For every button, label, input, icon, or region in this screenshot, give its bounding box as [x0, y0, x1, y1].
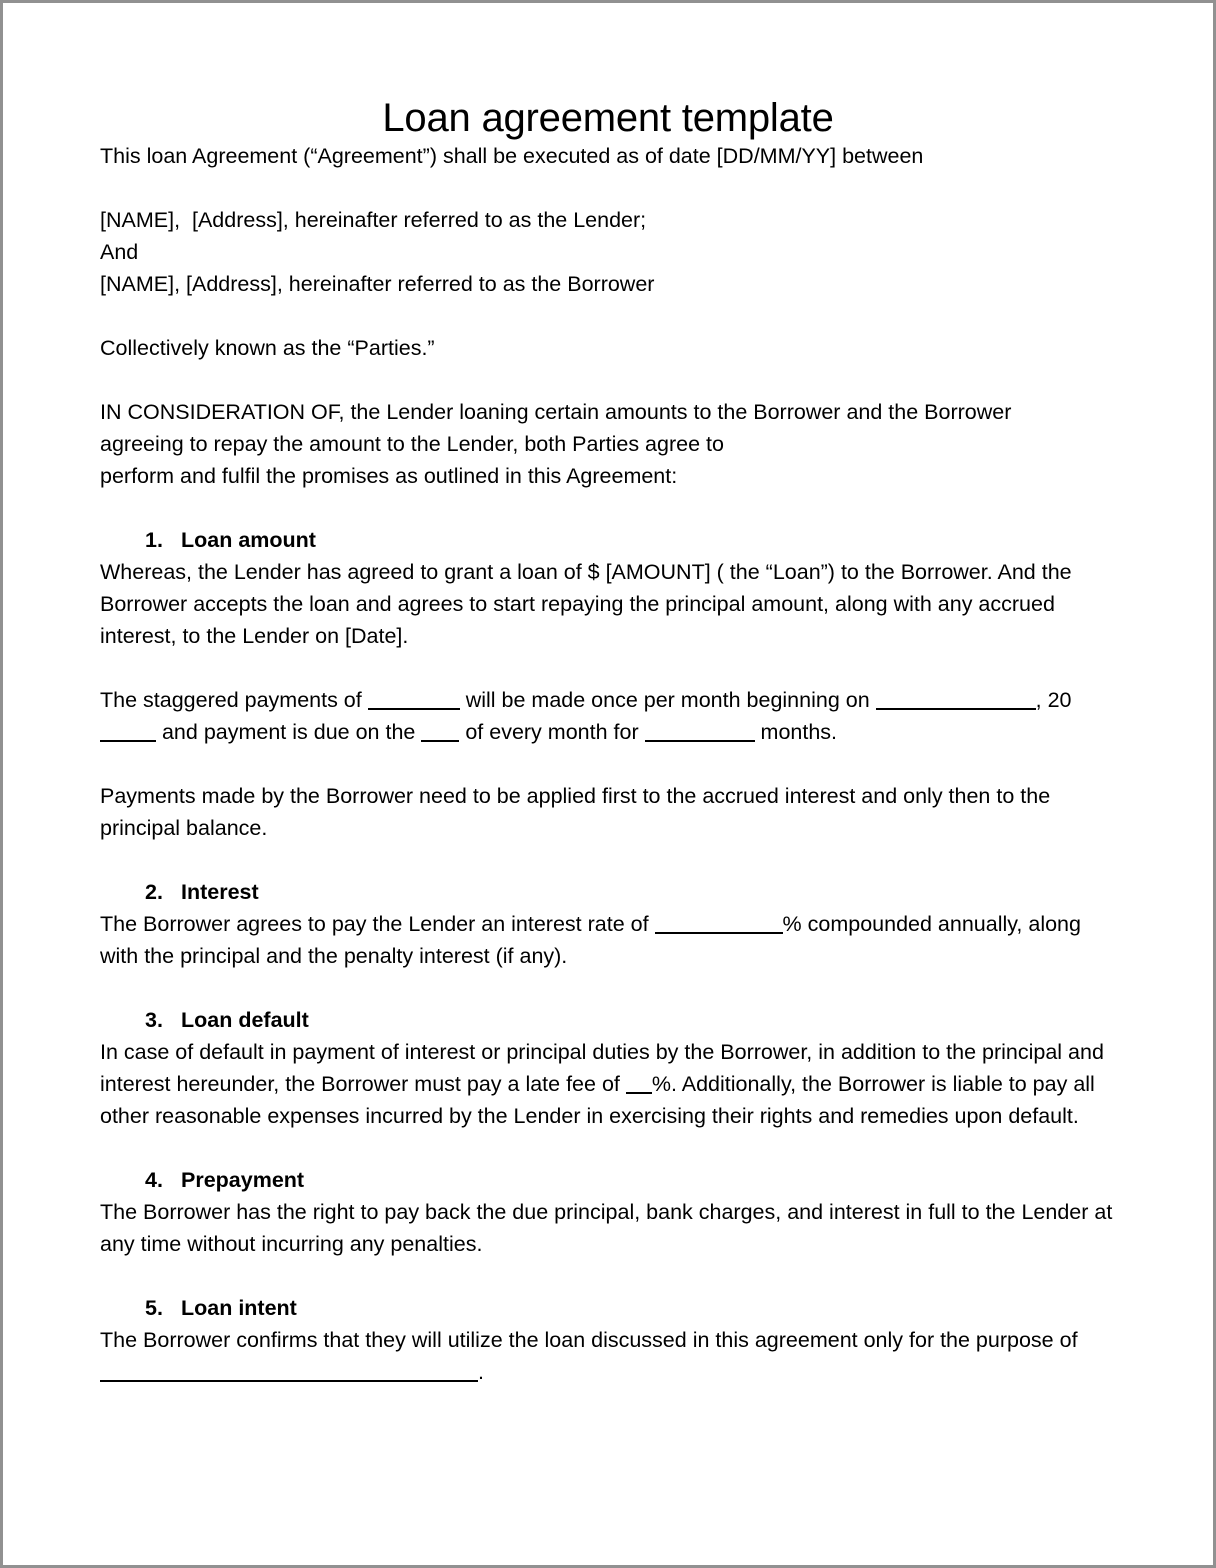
fill-text-6: months. — [754, 720, 838, 744]
blank-loan-purpose[interactable] — [100, 1380, 478, 1382]
blank-interest-rate[interactable] — [655, 932, 783, 934]
spacer — [100, 300, 1121, 332]
section-3-fill-paragraph — [100, 1036, 1121, 1132]
fill-text-5: of every month for — [459, 720, 645, 744]
section-1-fill-paragraph — [100, 684, 1121, 748]
blank-start-date[interactable] — [876, 708, 1036, 710]
section-4-paragraph: The Borrower has the right to pay back the due principal, bank charges, and interest in full to the Lender at any time without incurring any penalties. — [100, 1200, 1119, 1256]
section-5-fill-paragraph — [100, 1324, 1121, 1388]
intro-consideration-line-3: perform and fulfil the promises as outlined in this Agreement: — [100, 464, 678, 488]
section-number: 2. — [145, 880, 163, 904]
spacer — [100, 364, 1121, 396]
intro-lender-line: [NAME], [Address], hereinafter referred to as the Lender; — [100, 208, 647, 232]
section-heading-prepayment — [100, 1164, 1121, 1196]
intro-consideration-line-2: agreeing to repay the amount to the Lender, both Parties agree to — [100, 432, 724, 456]
section-heading-loan-intent — [100, 1292, 1121, 1324]
spacer — [100, 972, 1121, 1004]
intro-execution-line: This loan Agreement (“Agreement”) shall be executed as of date [DD/MM/YY] between — [100, 144, 924, 168]
spacer — [100, 844, 1121, 876]
spacer — [100, 1132, 1121, 1164]
section-number: 4. — [145, 1168, 163, 1192]
intro-parties-line: Collectively known as the “Parties.” — [100, 336, 435, 360]
section-1-trailing-paragraph: Payments made by the Borrower need to be applied first to the accrued interest and only then to the principal balance. — [100, 784, 1057, 840]
fill-text-1: The Borrower confirms that they will utilize the loan discussed in this agreement only for the purpose of — [100, 1328, 1090, 1352]
page-title: Loan agreement template — [382, 96, 834, 140]
blank-day-of-month[interactable] — [421, 740, 459, 742]
fill-text-2: . — [478, 1360, 484, 1384]
blank-payment-amount[interactable] — [368, 708, 460, 710]
document-content — [3, 140, 1213, 1388]
document-body — [3, 3, 1213, 1565]
spacer — [100, 652, 1121, 684]
section-heading-label: Prepayment — [181, 1168, 305, 1192]
section-number: 1. — [145, 528, 163, 552]
fill-text-1: The Borrower agrees to pay the Lender an interest rate of — [100, 912, 655, 936]
blank-number-of-months[interactable] — [645, 740, 755, 742]
spacer — [100, 172, 1121, 204]
fill-text-2: %. Additionally, the Borrower is liable to pay all other reasonable expenses incurred by the Lender in exercising their rights and remedies upon default. — [100, 1072, 1101, 1128]
section-heading-label: Loan intent — [181, 1296, 297, 1320]
section-1-paragraph: Whereas, the Lender has agreed to grant a loan of $ [AMOUNT] ( the “Loan”) to the Borrower. And the Borrower accepts the loan and agrees to start repaying the principal amount, along with any accrued interest, to the Lender on [Date]. — [100, 560, 1078, 648]
spacer — [100, 492, 1121, 524]
section-heading-interest — [100, 876, 1121, 908]
spacer — [100, 1260, 1121, 1292]
fill-text-1: The staggered payments of — [100, 688, 368, 712]
intro-consideration-line-1: IN CONSIDERATION OF, the Lender loaning certain amounts to the Borrower and the Borrower — [100, 400, 1012, 424]
spacer — [100, 748, 1121, 780]
section-heading-label: Loan amount — [181, 528, 316, 552]
intro-borrower-line: [NAME], [Address], hereinafter referred to as the Borrower — [100, 272, 655, 296]
fill-text-2: will be made once per month beginning on — [459, 688, 876, 712]
section-heading-loan-default — [100, 1004, 1121, 1036]
fill-text-3: , 20 — [1035, 688, 1072, 712]
section-heading-label: Loan default — [181, 1008, 309, 1032]
section-heading-label: Interest — [181, 880, 259, 904]
section-number: 3. — [145, 1008, 163, 1032]
intro-and-line: And — [100, 240, 139, 264]
fill-text-4: and payment is due on the — [156, 720, 422, 744]
section-2-fill-paragraph — [100, 908, 1121, 972]
blank-year[interactable] — [100, 740, 156, 742]
section-number: 5. — [145, 1296, 163, 1320]
blank-late-fee[interactable] — [626, 1092, 652, 1094]
fill-text-2: % compounded annually, along with the principal and the penalty interest (if any). — [100, 912, 1087, 968]
section-heading-loan-amount — [100, 524, 1121, 556]
fill-text-1: In case of default in payment of interest or principal duties by the Borrower, in addition to the principal and interest hereunder, the Borrower must pay a late fee of — [100, 1040, 1110, 1096]
